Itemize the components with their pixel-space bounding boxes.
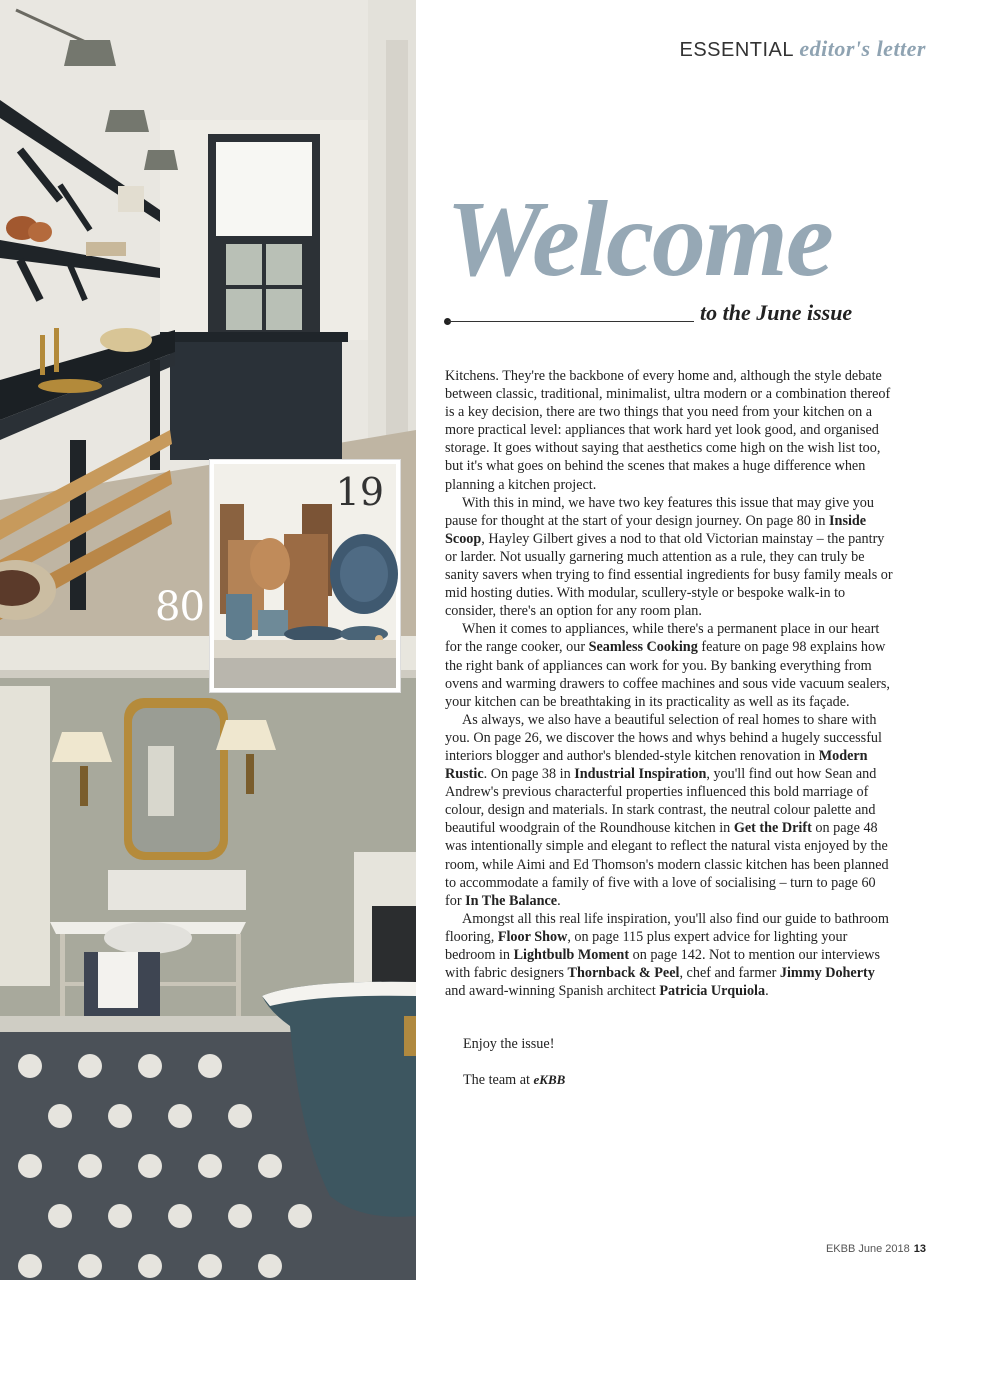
ekbb-logo: eKBB (533, 1072, 566, 1087)
feature-title: Seamless Cooking (588, 639, 698, 656)
body-paragraph (445, 367, 895, 494)
editor-letter-body (445, 367, 895, 1000)
folio-label: EKBB June 2018 (825, 1243, 910, 1255)
folio-page-number: 13 (913, 1243, 926, 1255)
body-text: on page 48 was intentionally simple and elegant to reflect the natural vista enjoyed by the room, while Aimi and Ed Thomson's modern classic kitchen has been planned to accommodate a family of five with a love of socialising – turn to page 60 for (445, 820, 889, 909)
body-text: Amongst all this real life inspiration, you'll also find our guide to bathroom flooring, (445, 910, 889, 945)
feature-title: Jimmy Doherty (779, 965, 875, 982)
signoff-line-2 (463, 1072, 565, 1089)
feature-title: Inside Scoop (445, 512, 867, 547)
page-ref-117: 117 (348, 1336, 422, 1382)
photo-column (0, 0, 422, 1382)
body-text: . (557, 892, 561, 909)
page-ref-19: 19 (335, 470, 384, 514)
bathroom-photo (0, 636, 422, 1382)
body-text: . (765, 983, 769, 1000)
feature-title: Floor Show (497, 928, 568, 945)
body-text: feature on page 98 explains how the right bank of appliances can work for you. By banking everything from ovens and warming drawers to coffee machines and sous vide vacuum sealers, your kitchen can be breathtaking in its practicality as well as its façade. (445, 639, 890, 710)
ceramics-inset-photo (210, 460, 400, 692)
body-text: and award-winning Spanish architect (445, 983, 660, 1000)
page-subtitle: to the June issue (700, 300, 853, 325)
body-text: . On page 38 in (483, 766, 575, 783)
body-text: As always, we also have a beautiful selection of real homes to share with you. On page 26, we discover the hows and whys behind a hugely successful interiors blogger and author's blended-style kitchen renovation in (445, 711, 882, 764)
page-ref-80: 80 (155, 584, 204, 630)
body-paragraph (445, 494, 895, 621)
section-header (679, 36, 926, 62)
body-text: on page 142. Not to mention our interviews with fabric designers (445, 947, 881, 982)
body-text: , you'll find out how Sean and Andrew's previous characterful properties influenced this bold marriage of colour, design and materials. In stark contrast, the neutral colour palette and beautiful woodgrain of the Roundhouse kitchen in (445, 766, 877, 837)
feature-title: Get the Drift (733, 820, 812, 837)
body-text: When it comes to appliances, while there's a permanent place in our heart for the range cooker, our (445, 621, 880, 656)
body-text: , Hayley Gilbert gives a nod to that old Victorian mainstay – the pantry or larder. Not usually garnering much attention as a rule, they can truly be sanity savers when trying to find essential ingredients for busy family meals or mid hosting duties. With modular, scullery-style or bespoke walk-in to consider, there's an option for any room plan. (445, 530, 893, 620)
body-text: , chef and farmer (679, 965, 780, 982)
body-paragraph (445, 711, 895, 910)
feature-title: In The Balance (465, 892, 558, 909)
signoff-line-1: Enjoy the issue! (463, 1036, 555, 1052)
feature-title: Patricia Urquiola (659, 983, 766, 1000)
body-text: With this in mind, we have two key features this issue that may give you pause for thought at the start of your design journey. On page 80 in (445, 494, 874, 529)
body-paragraph (445, 910, 895, 1000)
page-title: Welcome (446, 180, 832, 299)
section-label: ESSENTIAL (679, 39, 794, 61)
feature-title: Lightbulb Moment (513, 947, 630, 963)
feature-title: Modern Rustic (445, 747, 868, 783)
page-folio (826, 1243, 926, 1255)
body-paragraph (445, 620, 895, 710)
body-text: , on page 115 plus expert advice for lighting your bedroom in (445, 928, 848, 963)
feature-title: Industrial Inspiration (574, 766, 707, 783)
section-label-italic: editor's letter (799, 36, 926, 61)
title-rule (448, 321, 694, 322)
signoff-prefix: The team at (463, 1072, 534, 1088)
feature-title: Thornback & Peel (567, 965, 680, 982)
body-text: Kitchens. They're the backbone of every home and, although the style debate between classic, traditional, minimalist, ultra modern or a combination thereof is a key decision, there are two things that you need from your kitchen on a more practical level: appliances that work hard yet look good, and organised storage. It goes without saying that aesthetics come high on the wish list too, but it's what goes on behind the scenes that makes a huge difference when planning a kitchen project. (445, 368, 891, 493)
